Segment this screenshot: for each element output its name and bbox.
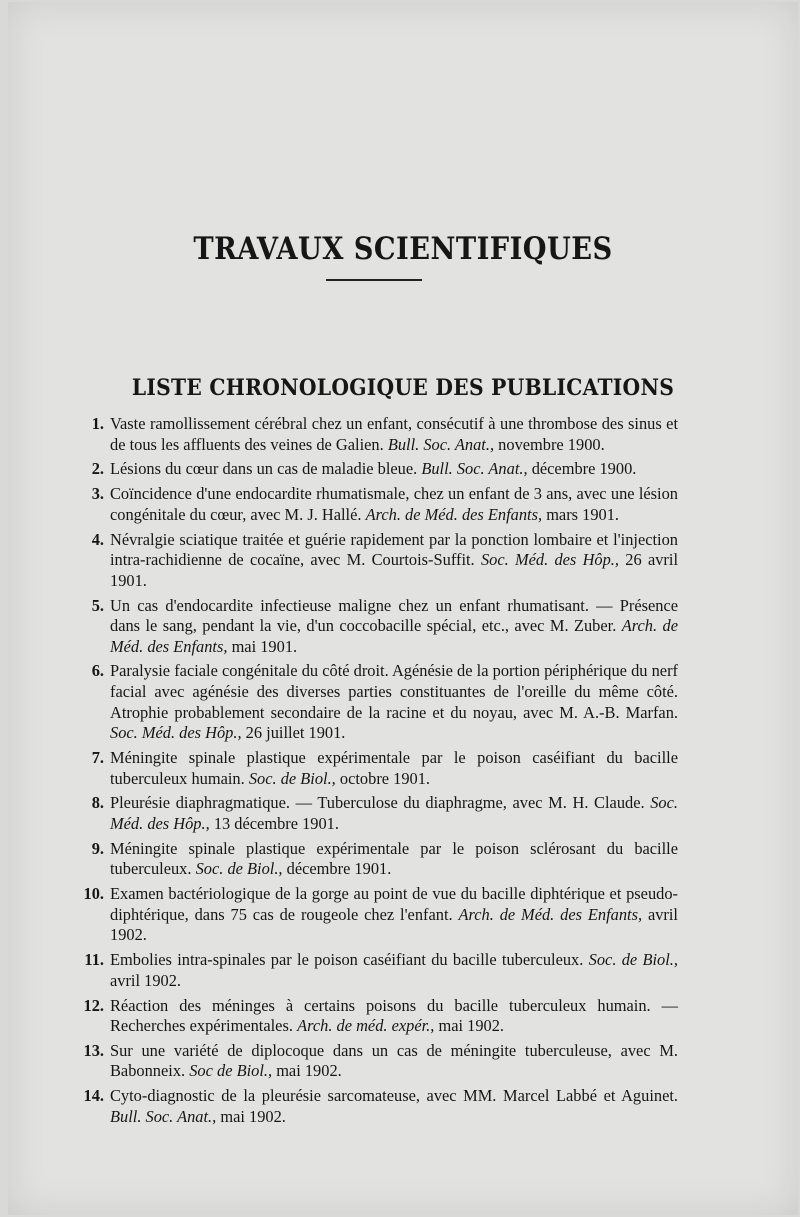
item-date: 13 décembre 1901. <box>213 814 339 833</box>
item-number: 1. <box>91 414 104 433</box>
item-number: 8. <box>91 793 104 813</box>
item-text: Réaction des méninges à certains poisons du bacille tuberculeux humain. — Recherches expérimentales. <box>110 995 678 1036</box>
item-text: Sur une variété de diplocoque dans un cas de méningite tuberculeuse, avec M. Babonneix. <box>110 1040 678 1081</box>
list-item <box>80 950 678 991</box>
item-text: Embolies intra-spinales par le poison caséifiant du bacille tuberculeux. <box>110 950 584 970</box>
item-text: Méningite spinale plastique expérimentale par le poison sclérosant du bacille tuberculeux. <box>110 838 678 879</box>
list-item <box>80 793 678 834</box>
item-date: mai 1902. <box>438 1016 505 1036</box>
item-date: avril 1902. <box>110 970 182 990</box>
item-date: décembre 1900. <box>531 459 637 479</box>
item-source: Bull. Soc. Anat., <box>387 434 495 454</box>
item-date: octobre 1901. <box>339 768 431 788</box>
item-number: 9. <box>91 838 104 858</box>
item-date: 26 juillet 1901. <box>245 723 346 743</box>
page-title: TRAVAUX SCIENTIFIQUES <box>193 230 613 267</box>
item-source: Arch. de Méd. des Enfants, <box>365 504 543 524</box>
item-text: Paralysie faciale congénitale du côté droit. Agénésie de la portion périphérique du nerf facial avec agénésie des diverses parties constituantes de l'oreille du même côté. Atrophie probablement secondaire de la racine et du noyau, avec M. A.-B. Marfan. <box>110 661 678 722</box>
item-text: Névralgie sciatique traitée et guérie rapidement par la ponction lombaire et l'injection intra-rachidienne de cocaïne, avec M. Courtois-Suffit. <box>110 529 678 570</box>
list-item <box>80 596 678 658</box>
item-date: mai 1902. <box>220 1106 286 1126</box>
title-divider <box>326 279 422 281</box>
item-source: Soc. Méd. des Hôp., <box>480 550 620 570</box>
list-item <box>80 839 678 880</box>
item-date: décembre 1901. <box>286 859 392 879</box>
item-text: Cyto-diagnostic de la pleurésie sarcomateuse, avec MM. Marcel Labbé et Aguinet. <box>110 1086 678 1106</box>
item-source: Arch. de méd. expér., <box>297 1016 435 1036</box>
list-item <box>80 748 678 789</box>
item-text: Méningite spinale plastique expérimentale par le poison caséifiant du bacille tuberculeux humain. <box>110 748 678 788</box>
item-number: 10. <box>83 884 104 904</box>
list-item <box>80 1086 678 1127</box>
item-date: mai 1901. <box>231 636 298 656</box>
item-source: Arch. de Méd. des Enfants, <box>110 616 678 656</box>
list-item <box>80 996 678 1037</box>
item-number: 3. <box>91 484 104 504</box>
item-source: Soc. Méd. des Hôp., <box>110 793 678 833</box>
item-number: 11. <box>84 950 104 970</box>
list-item <box>80 1041 678 1082</box>
list-item <box>80 530 678 592</box>
item-text: Vaste ramollissement cérébral chez un enfant, consécutif à une thrombose des sinus et de tous les affluents des veines de Galien. <box>110 414 678 454</box>
item-source: Bull. Soc. Anat., <box>110 1106 217 1126</box>
list-item <box>80 884 678 946</box>
item-date: 26 avril 1901. <box>110 550 678 590</box>
item-number: 7. <box>91 748 104 768</box>
item-number: 12. <box>83 995 104 1015</box>
document-page <box>8 2 798 1215</box>
item-source: Soc de Biol., <box>189 1061 273 1081</box>
list-item <box>80 661 678 743</box>
item-text: Un cas d'endocardite infectieuse maligne chez un enfant rhumatisant. — Présence dans le sang, pendant la vie, d'un coccobacille spécial, etc., avec M. Zuber. <box>110 595 678 636</box>
item-number: 14. <box>83 1086 104 1106</box>
item-text: Coïncidence d'une endocardite rhumatismale, chez un enfant de 3 ans, avec une lésion congénitale du cœur, avec M. J. Hallé. <box>110 484 678 524</box>
list-item <box>80 414 678 455</box>
item-date: mars 1901. <box>546 504 620 524</box>
item-text: Pleurésie diaphragmatique. — Tuberculose du diaphragme, avec M. H. Claude. <box>110 793 645 813</box>
item-number: 13. <box>83 1040 104 1060</box>
item-source: Arch. de Méd. des Enfants, <box>458 904 643 924</box>
item-text: Examen bactériologique de la gorge au point de vue du bacille diphtérique et pseudo-diphtérique, dans 75 cas de rougeole chez l'enfant. <box>110 884 678 924</box>
item-number: 6. <box>91 661 104 681</box>
item-date: novembre 1900. <box>498 434 605 454</box>
item-date: avril 1902. <box>110 904 678 945</box>
list-item <box>80 459 678 480</box>
item-number: 4. <box>91 529 104 549</box>
item-source: Bull. Soc. Anat., <box>421 459 528 479</box>
section-heading: LISTE CHRONOLOGIQUE DES PUBLICATIONS <box>131 375 675 402</box>
list-item <box>80 484 678 525</box>
item-text: Lésions du cœur dans un cas de maladie bleue. <box>110 459 418 479</box>
publication-list <box>80 414 678 1132</box>
item-source: Soc. Méd. des Hôp., <box>110 723 242 743</box>
item-number: 5. <box>91 595 104 615</box>
item-source: Soc. de Biol., <box>248 768 336 788</box>
item-number: 2. <box>91 459 104 479</box>
item-source: Soc. de Biol., <box>588 950 678 970</box>
item-date: mai 1902. <box>276 1061 342 1081</box>
item-source: Soc. de Biol., <box>195 859 283 879</box>
